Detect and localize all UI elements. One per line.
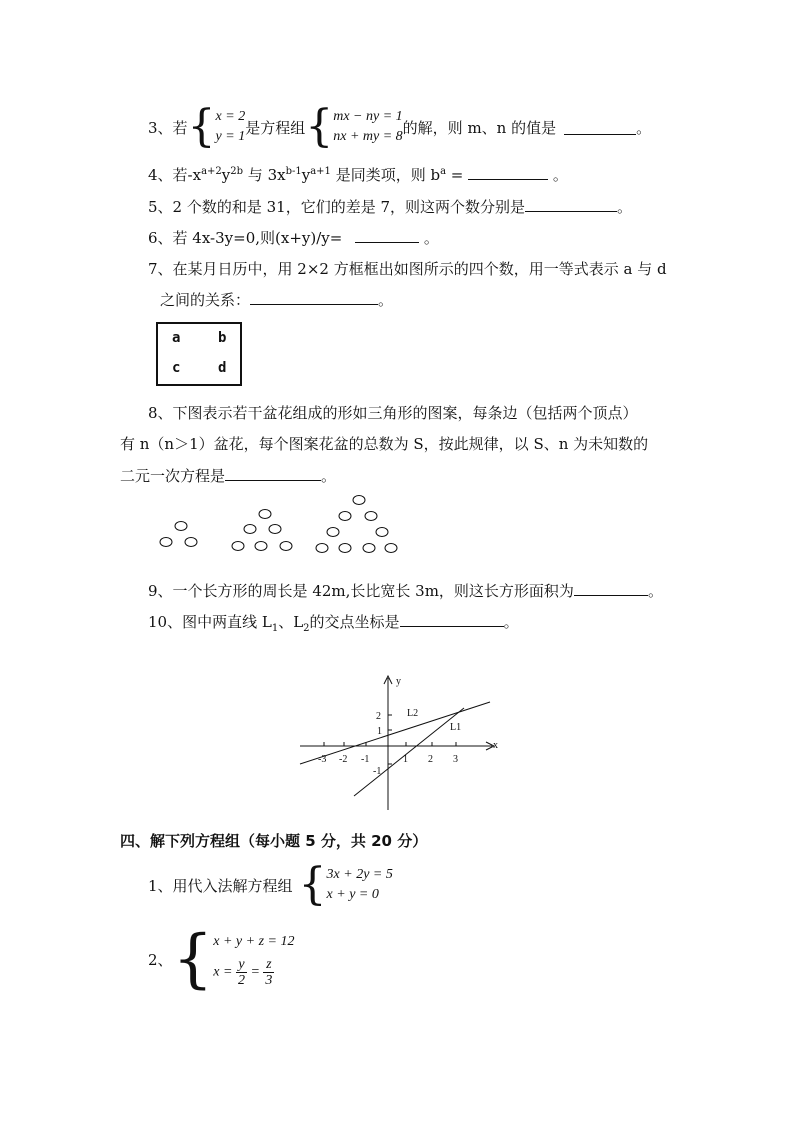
pot [185, 538, 197, 547]
line-L2 [300, 702, 490, 764]
x-tick-label: 1 [403, 754, 408, 765]
question-6: 6、若 4x-3y=0,则(x+y)/y= 。 [148, 229, 439, 247]
q5-answer-blank[interactable] [525, 196, 617, 212]
y-tick-label: -1 [373, 766, 382, 777]
q3-brace-2: { [305, 101, 334, 152]
line-label-L1: L1 [450, 722, 462, 733]
question-3 [148, 101, 652, 152]
pot [353, 496, 365, 505]
pot [259, 510, 271, 519]
pot [365, 512, 377, 521]
q3-end: 。 [636, 118, 652, 137]
p1-system: 3x + 2y = 5 x + y = 0 [326, 867, 393, 902]
coordinate-graph [0, 668, 794, 828]
y-axis-label: y [396, 676, 401, 687]
pot [316, 544, 328, 553]
q8-answer-blank[interactable] [225, 465, 321, 481]
q9-answer-blank[interactable] [574, 580, 648, 596]
pot [269, 525, 281, 534]
pot [385, 544, 397, 553]
pot [339, 512, 351, 521]
pot [363, 544, 375, 553]
line-label-L2: L2 [407, 708, 419, 719]
pot [339, 544, 351, 553]
cell-c: c [172, 360, 181, 376]
section-4-problem-2: 2、 { x + y + z = 12 x = $\frac{y}{2}$ = $\frac{z}{3}$ [148, 922, 295, 996]
cell-d: d [218, 360, 227, 376]
x-tick-label: -1 [361, 754, 370, 765]
cell-b: b [218, 330, 227, 346]
pot [280, 542, 292, 551]
x-tick-label: -2 [339, 754, 348, 765]
q3-answer-blank[interactable] [564, 119, 636, 135]
pot [244, 525, 256, 534]
question-8-line-2: 有 n（n＞1）盆花，每个图案花盆的总数为 S，按此规律，以 S、n 为未知数的 [120, 435, 649, 453]
pot [175, 522, 187, 531]
q3-suffix: 的解，则 m、n 的值是 [402, 118, 557, 137]
flower-pot-triangles [0, 492, 794, 562]
fraction-y-over-2: $\frac{y}{2}$ [237, 956, 245, 988]
q3-brace-1: { [187, 101, 216, 152]
section-4-title: 四、解下列方程组（每小题 5 分，共 20 分） [120, 832, 428, 850]
calendar-2x2-box [156, 322, 242, 386]
question-7-line-2: 之间的关系： 。 [160, 291, 394, 309]
p2-brace: { [172, 922, 214, 996]
question-7-line-1: 7、在某月日历中，用 2×2 方框框出如图所示的四个数，用一等式表示 a 与 d [148, 260, 667, 278]
question-8-line-1: 8、下图表示若干盆花组成的形如三角形的图案，每条边（包括两个顶点） [148, 404, 638, 422]
q3-prefix: 3、若 [148, 118, 188, 137]
pot [232, 542, 244, 551]
x-tick-label: 2 [428, 754, 433, 765]
cell-a: a [172, 330, 181, 346]
question-5: 5、2 个数的和是 31，它们的差是 7，则这两个数分别是 。 [148, 198, 633, 216]
question-8-line-3: 二元一次方程是 。 [120, 467, 337, 485]
pot [376, 528, 388, 537]
q3-system-1: x = 2 y = 1 [215, 109, 246, 144]
pot [327, 528, 339, 537]
p2-system: x + y + z = 12 x = $\frac{y}{2}$ = $\frac{z}{3}$ [213, 933, 295, 988]
q6-answer-blank[interactable] [355, 227, 419, 243]
q3-mid: 是方程组 [245, 118, 306, 137]
x-axis-label: x [493, 740, 498, 751]
pot [255, 542, 267, 551]
question-4: 4、若$-x^{a+2}y^{2b}$ 与 $3x^{b-1}y^{a+1}$ 是同类项，则 $b^a$ = 。 [148, 166, 568, 184]
y-tick-label: 1 [377, 726, 382, 737]
q3-system-2: mx − ny = 1 nx + my = 8 [333, 109, 403, 144]
fraction-z-over-3: $\frac{z}{3}$ [265, 956, 273, 988]
section-4-problem-1: 1、用代入法解方程组 { 3x + 2y = 5 x + y = 0 [148, 859, 393, 910]
question-9: 9、一个长方形的周长是 42m,长比宽长 3m，则这长方形面积为 。 [148, 582, 663, 600]
y-tick-label: 2 [376, 711, 381, 722]
q4-answer-blank[interactable] [468, 164, 548, 180]
q7-answer-blank[interactable] [250, 289, 378, 305]
pot [160, 538, 172, 547]
x-tick-label: -3 [318, 754, 327, 765]
x-tick-label: 3 [453, 754, 458, 765]
line-L1 [354, 708, 464, 796]
q10-answer-blank[interactable] [400, 611, 504, 627]
p1-brace: { [298, 859, 327, 910]
question-10: 10、图中两直线 $L_1$、$L_2$的交点坐标是 。 [148, 613, 519, 634]
